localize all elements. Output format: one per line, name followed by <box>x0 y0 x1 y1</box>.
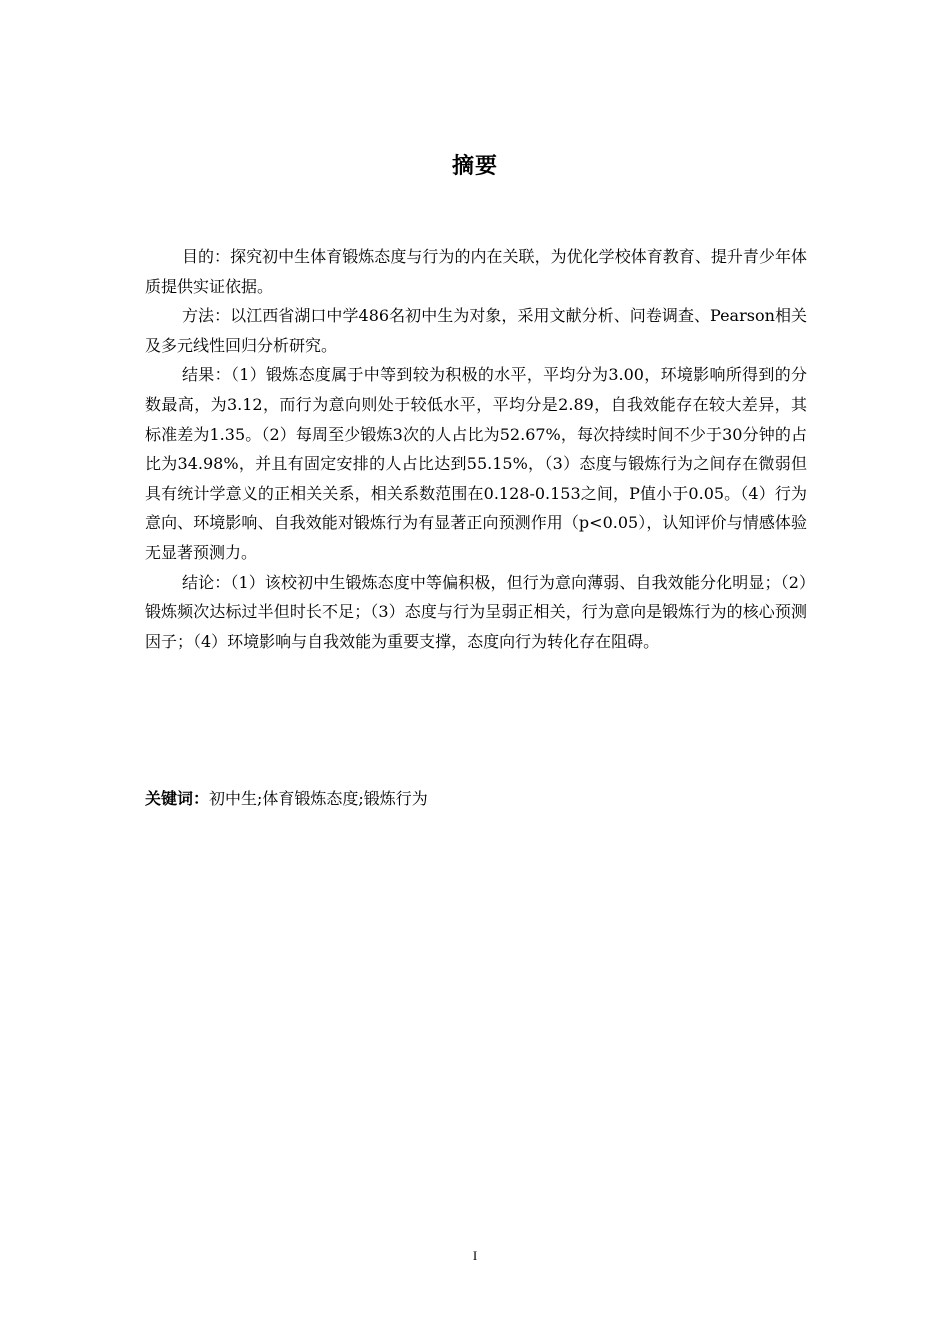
keywords-label: 关键词： <box>145 789 210 808</box>
keywords-value: 初中生;体育锻炼态度;锻炼行为 <box>209 789 428 808</box>
paragraph-results: 结果：（1）锻炼态度属于中等到较为积极的水平，平均分为3.00，环境影响所得到的分数最高，为3.12，而行为意向则处于较低水平，平均分是2.89，自我效能存在较大差异，其标准差为1.35。（2）每周至少锻炼3次的人占比为52.67%，每次持续时间不少于30分钟的占比为34.98%，并且有固定安排的人占比达到55.15%，（3）态度与锻炼行为之间存在微弱但具有统计学意义的正相关关系，相关系数范围在0.128-0.153之间，P值小于0.05。（4）行为意向、环境影响、自我效能对锻炼行为有显著正向预测作用（p<0.05），认知评价与情感体验无显著预测力。 <box>145 365 807 562</box>
keywords-line <box>145 785 807 813</box>
page-number: I <box>472 1248 478 1263</box>
paragraph-conclusion: 结论：（1）该校初中生锻炼态度中等偏积极，但行为意向薄弱、自我效能分化明显；（2）锻炼频次达标过半但时长不足；（3）态度与行为呈弱正相关，行为意向是锻炼行为的核心预测因子；（4）环境影响与自我效能为重要支撑，态度向行为转化存在阻碍。 <box>145 572 807 651</box>
abstract-body <box>145 242 807 656</box>
paragraph-methods: 方法：以江西省湖口中学486名初中生为对象，采用文献分析、问卷调查、Pearson相关及多元线性回归分析研究。 <box>145 306 807 355</box>
paragraph-purpose: 目的：探究初中生体育锻炼态度与行为的内在关联，为优化学校体育教育、提升青少年体质提供实证依据。 <box>145 247 807 296</box>
page-title: 摘要 <box>451 154 498 179</box>
